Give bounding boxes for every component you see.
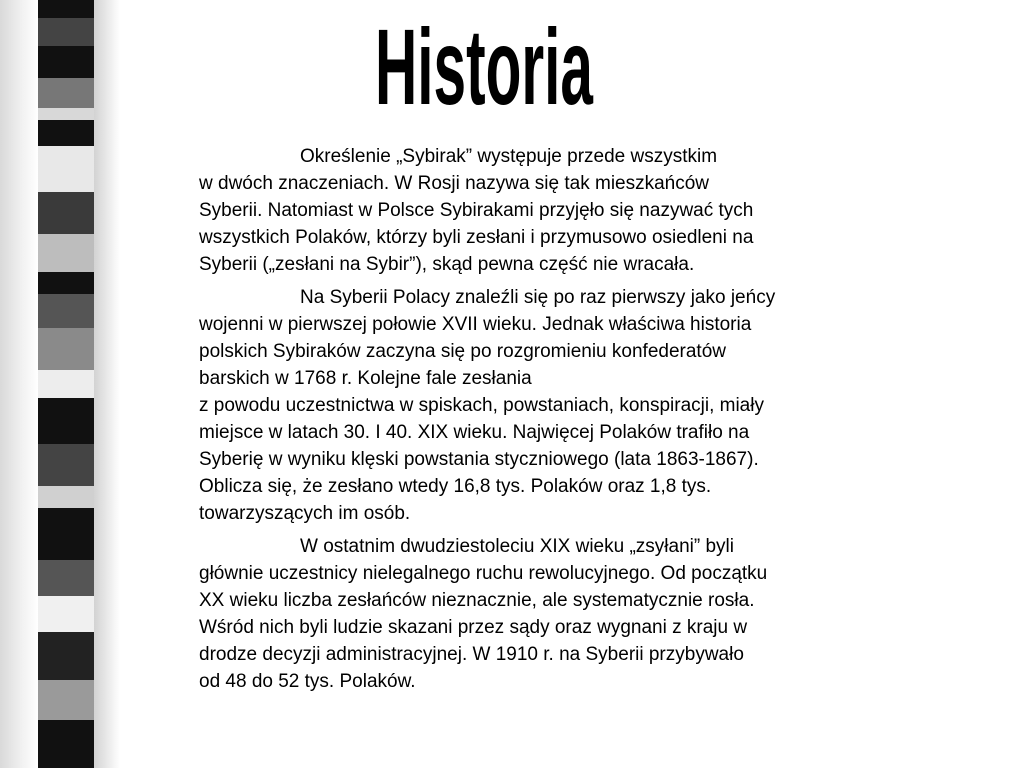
text-line: Syberii („zesłani na Sybir”), skąd pewna część nie wracała.	[199, 254, 695, 275]
text-line: barskich w 1768 r. Kolejne fale zesłania	[199, 368, 532, 389]
text-line: wszystkich Polaków, którzy byli zesłani i przymusowo osiedleni na	[199, 227, 754, 248]
paragraph-1	[199, 143, 889, 278]
text-line: Wśród nich byli ludzie skazani przez sądy oraz wygnani z kraju w	[199, 617, 748, 638]
text-line: W ostatnim dwudziestoleciu XIX wieku „zsyłani” byli	[300, 536, 734, 557]
text-line: wojenni w pierwszej połowie XVII wieku. Jednak właściwa historia	[199, 314, 752, 335]
text-line: Oblicza się, że zesłano wtedy 16,8 tys. Polaków oraz 1,8 tys.	[199, 476, 712, 497]
text-line: od 48 do 52 tys. Polaków.	[199, 671, 416, 692]
text-line: głównie uczestnicy nielegalnego ruchu rewolucyjnego. Od początku	[199, 563, 768, 584]
paragraph-3	[199, 533, 889, 695]
text-line: Syberię w wyniku klęski powstania styczniowego (lata 1863-1867).	[199, 449, 759, 470]
text-line: drodze decyzji administracyjnej. W 1910 r. na Syberii przybywało	[199, 644, 744, 665]
text-line: miejsce w latach 30. I 40. XIX wieku. Najwięcej Polaków trafiło na	[199, 422, 750, 443]
text-line: XX wieku liczba zesłańców nieznacznie, ale systematycznie rosła.	[199, 590, 755, 611]
page-title: Historia	[375, 6, 594, 127]
title-wordart	[360, 0, 600, 130]
strip-blocks	[38, 0, 94, 768]
text-line: polskich Sybiraków zaczyna się po rozgromieniu konfederatów	[199, 341, 726, 362]
text-line: w dwóch znaczeniach. W Rosji nazywa się tak mieszkańców	[199, 173, 710, 194]
decorative-left-strip	[0, 0, 120, 768]
text-line: Syberii. Natomiast w Polsce Sybirakami przyjęło się nazywać tych	[199, 200, 754, 221]
text-line: z powodu uczestnictwa w spiskach, powstaniach, konspiracji, miały	[199, 395, 764, 416]
paragraph-2	[199, 284, 889, 527]
text-line: towarzyszących im osób.	[199, 503, 411, 524]
body-text	[199, 143, 889, 701]
text-line: Na Syberii Polacy znaleźli się po raz pierwszy jako jeńcy	[300, 287, 776, 308]
text-line: Określenie „Sybirak” występuje przede wszystkim	[300, 146, 718, 167]
